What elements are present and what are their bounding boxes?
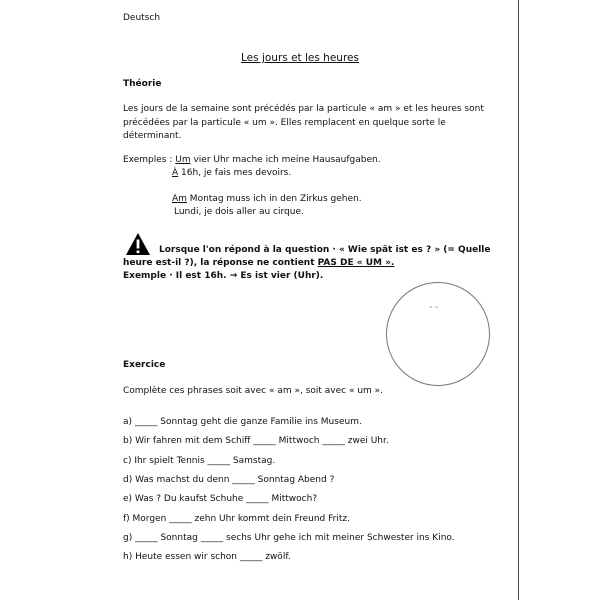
example-1-text: vier Uhr mache ich meine Hausaufgaben. — [190, 155, 381, 165]
warning-line-2-text: heure est-il ?), la réponse ne contient — [123, 258, 318, 268]
warning-icon — [125, 232, 151, 256]
example-1-fr-particle: À — [172, 168, 179, 178]
face-doodle-circle — [386, 282, 490, 386]
worksheet-title: Les jours et les heures — [241, 52, 359, 64]
exercise-item-f: f) Morgen _____ zehn Uhr kommt dein Freund Fritz. — [123, 514, 350, 524]
example-2-particle: Am — [172, 194, 187, 204]
exercise-heading: Exercice — [123, 360, 166, 370]
exercise-item-b: b) Wir fahren mit dem Schiff _____ Mittwoch _____ zwei Uhr. — [123, 436, 389, 446]
example-1-de — [123, 154, 381, 167]
warning-line-2 — [123, 257, 394, 270]
exercise-instruction: Complète ces phrases soit avec « am », soit avec « um ». — [123, 386, 384, 396]
exercise-item-a: a) _____ Sonntag geht die ganze Familie ins Museum. — [123, 417, 362, 427]
face-doodle-eyes: ˘ ˘ — [429, 306, 439, 314]
exercise-item-g: g) _____ Sonntag _____ sechs Uhr gehe ich mit meiner Schwester ins Kino. — [123, 533, 455, 543]
example-1-fr — [172, 167, 291, 180]
example-2-text: Montag muss ich in den Zirkus gehen. — [186, 194, 362, 204]
warning-example: Exemple · Il est 16h. → Es ist vier (Uhr). — [123, 271, 324, 281]
example-1-fr-text: 16h, je fais mes devoirs. — [178, 168, 292, 178]
theory-intro: Les jours de la semaine sont précédés par la particule « am » et les heures sont précédées par la particule « um ». Elles remplacent en quelque sorte le déterminant. — [123, 104, 484, 141]
exercise-item-e: e) Was ? Du kaufst Schuhe _____ Mittwoch? — [123, 494, 318, 504]
exercise-item-h: h) Heute essen wir schon _____ zwölf. — [123, 552, 291, 562]
warning-line-1: Lorsque l'on répond à la question · « Wie spät ist es ? » (= Quelle — [159, 245, 491, 255]
theory-heading: Théorie — [123, 79, 162, 89]
warning-emphasis: PAS DE « UM ». — [317, 258, 395, 268]
example-2-de — [172, 193, 362, 206]
exercise-item-c: c) Ihr spielt Tennis _____ Samstag. — [123, 456, 276, 466]
page-edge-line — [518, 0, 519, 600]
exercise-item-d: d) Was machst du denn _____ Sonntag Abend ? — [123, 475, 335, 485]
example-1-particle: Um — [175, 155, 191, 165]
examples-label: Exemples : — [123, 155, 176, 165]
subject-label: Deutsch — [123, 13, 161, 23]
example-2-fr: Lundi, je dois aller au cirque. — [174, 207, 304, 217]
